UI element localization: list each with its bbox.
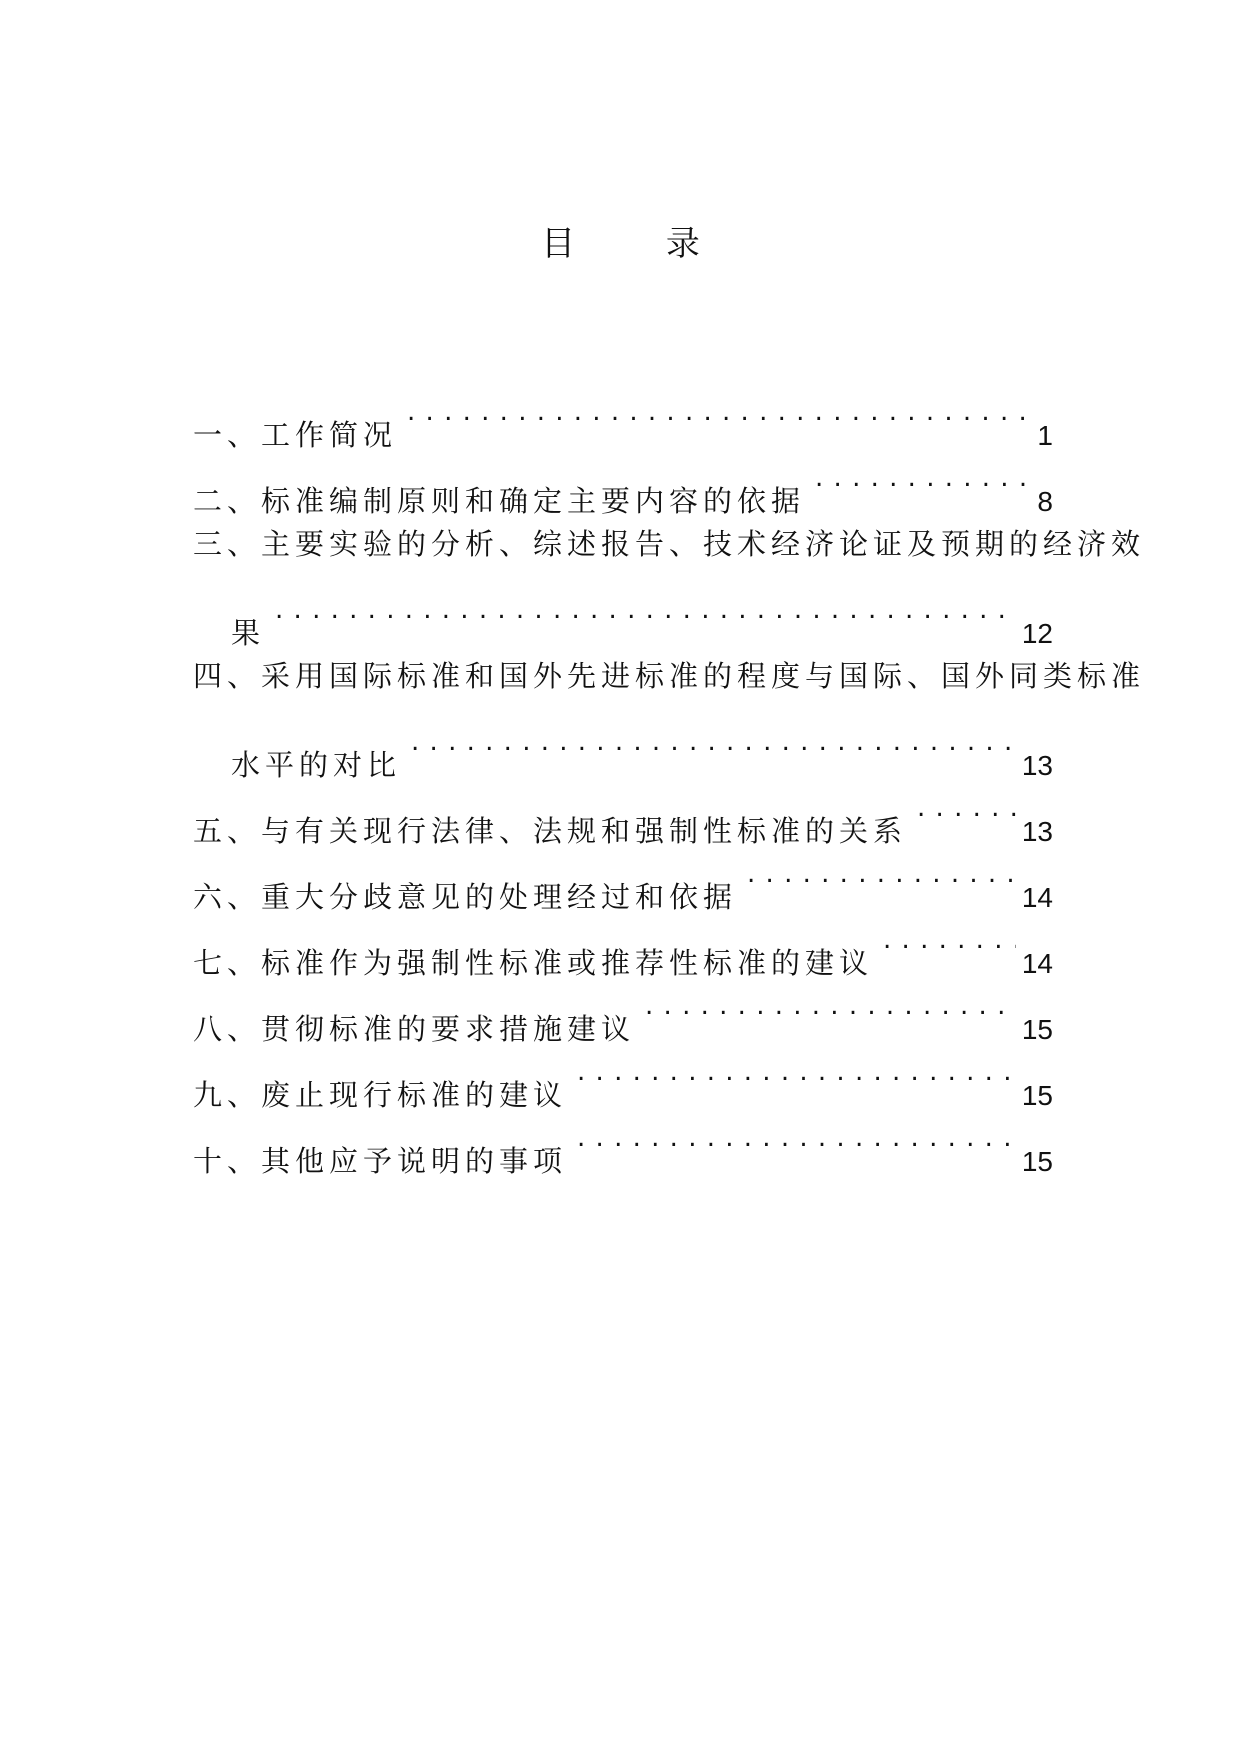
toc-entry-8[interactable] <box>193 973 1053 1046</box>
toc-leader-dots <box>275 577 1016 643</box>
toc-leader-dots <box>645 973 1016 1039</box>
toc-leader-dots <box>577 1105 1016 1171</box>
toc-entry-4[interactable] <box>193 643 1146 782</box>
toc-list <box>193 379 1146 1178</box>
toc-entry-label: 八、贯彻标准的要求措施建议 <box>193 1012 636 1046</box>
toc-page-number: 8 <box>1037 486 1053 517</box>
toc-entry-label: 二、标准编制原则和确定主要内容的依据 <box>193 484 806 518</box>
toc-entry-label: 十、其他应予说明的事项 <box>193 1144 568 1178</box>
toc-entry-label-line2: 果 <box>231 616 266 650</box>
toc-page-number: 1 <box>1037 420 1053 451</box>
toc-leader-dots <box>917 775 1016 841</box>
toc-entry-2[interactable] <box>193 445 1053 518</box>
toc-page-number: 15 <box>1021 1146 1053 1177</box>
toc-page-number: 13 <box>1021 750 1053 781</box>
toc-leader-dots <box>747 841 1016 907</box>
toc-entry-label: 六、重大分歧意见的处理经过和依据 <box>193 880 738 914</box>
toc-page-number: 14 <box>1021 882 1053 913</box>
toc-entry-label-line1: 三、主要实验的分析、综述报告、技术经济论证及预期的经济效 <box>193 527 1146 561</box>
toc-entry-9[interactable] <box>193 1039 1053 1112</box>
toc-entry-label: 一、工作简况 <box>193 418 398 452</box>
toc-leader-dots <box>577 1039 1016 1105</box>
toc-entry-10[interactable] <box>193 1105 1053 1178</box>
toc-entry-7[interactable] <box>193 907 1053 980</box>
toc-leader-dots <box>407 379 1031 445</box>
toc-page-number: 14 <box>1021 948 1053 979</box>
toc-leader-dots <box>883 907 1016 973</box>
toc-entry-6[interactable] <box>193 841 1053 914</box>
toc-entry-label-line1: 四、采用国际标准和国外先进标准的程度与国际、国外同类标准 <box>193 659 1146 693</box>
toc-page-number: 13 <box>1021 816 1053 847</box>
toc-leader-dots <box>411 709 1016 775</box>
toc-entry-label-line2: 水平的对比 <box>231 748 402 782</box>
toc-page-number: 15 <box>1021 1014 1053 1045</box>
toc-page-number: 15 <box>1021 1080 1053 1111</box>
toc-entry-label: 五、与有关现行法律、法规和强制性标准的关系 <box>193 814 908 848</box>
toc-entry-5[interactable] <box>193 775 1053 848</box>
toc-leader-dots <box>815 445 1031 511</box>
toc-page-number: 12 <box>1021 618 1053 649</box>
toc-title: 目 录 <box>541 224 740 264</box>
toc-entry-3[interactable] <box>193 511 1146 650</box>
toc-entry-label: 七、标准作为强制性标准或推荐性标准的建议 <box>193 946 874 980</box>
toc-entry-1[interactable] <box>193 379 1053 452</box>
toc-entry-label: 九、废止现行标准的建议 <box>193 1078 568 1112</box>
